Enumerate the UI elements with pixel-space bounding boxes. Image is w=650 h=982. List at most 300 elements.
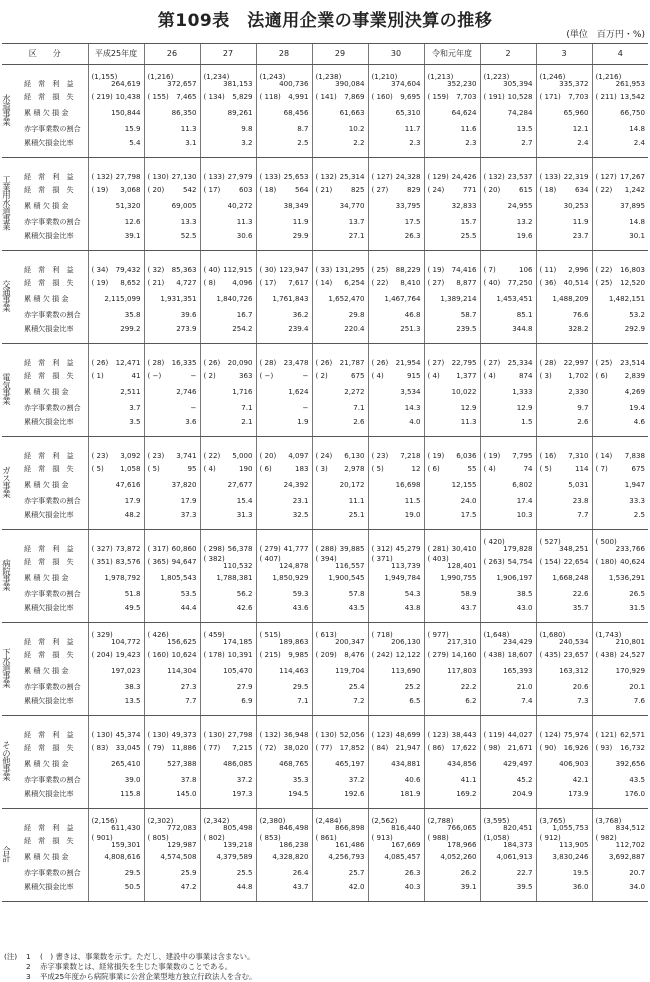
- value-cell: [536, 251, 592, 276]
- value-cell: 4.6: [592, 416, 648, 437]
- count-value: ( 159): [427, 92, 449, 102]
- count-value: ( 219): [91, 92, 113, 102]
- value-cell: [480, 89, 536, 105]
- count-value: ( 132): [91, 171, 113, 181]
- count-value: ( 22): [203, 450, 221, 460]
- count-value: ( 18): [539, 185, 557, 195]
- value-cell: [480, 623, 536, 648]
- value-cell: 9.8: [200, 121, 256, 137]
- notes: [4, 952, 256, 982]
- amount-value: 45,374: [115, 729, 141, 739]
- amount-value: 39,885: [339, 543, 365, 553]
- value-cell: 1,990,755: [424, 570, 480, 586]
- count-value: (1,246): [539, 71, 566, 81]
- count-value: ( 22): [371, 278, 389, 288]
- amount-value: 56,378: [227, 543, 253, 553]
- value-cell: 15.7: [424, 214, 480, 230]
- value-cell: [592, 368, 648, 384]
- value-cell: 40.6: [368, 772, 424, 788]
- value-cell: 74,284: [480, 105, 536, 121]
- count-value: (3,765): [539, 815, 566, 825]
- value-cell: 7.6: [592, 695, 648, 716]
- value-cell: 15.4: [200, 493, 256, 509]
- amount-value: 7,869: [344, 92, 365, 102]
- table-row: [2, 570, 648, 586]
- value-cell: [312, 530, 368, 555]
- value-cell: [256, 65, 312, 90]
- value-cell: 40.3: [368, 881, 424, 902]
- row-label: 経 常 損 失: [24, 278, 74, 288]
- count-value: (1,058): [483, 832, 510, 842]
- value-cell: 1,978,792: [88, 570, 144, 586]
- value-cell: 429,497: [480, 756, 536, 772]
- value-cell: 11.3: [144, 121, 200, 137]
- header-row: [2, 44, 648, 65]
- value-cell: 48.2: [88, 509, 144, 530]
- value-cell: 3.6: [144, 416, 200, 437]
- amount-value: 45,279: [395, 543, 421, 553]
- table-row: [2, 251, 648, 276]
- value-cell: 292.9: [592, 323, 648, 344]
- value-cell: 2,115,099: [88, 291, 144, 307]
- value-cell: 30.1: [592, 230, 648, 251]
- value-cell: 43.7: [256, 881, 312, 902]
- amount-value: 234,429: [503, 636, 533, 646]
- row-label: 経 常 利 益: [24, 78, 74, 88]
- amount-value: 114: [574, 464, 589, 474]
- value-cell: [88, 833, 144, 849]
- row-label: 赤字事業数の割合: [24, 310, 81, 320]
- value-cell: 13.5: [480, 121, 536, 137]
- value-cell: [424, 251, 480, 276]
- value-cell: 65,960: [536, 105, 592, 121]
- count-value: ( 288): [315, 543, 337, 553]
- value-cell: 1,850,929: [256, 570, 312, 586]
- amount-value: 874: [518, 371, 533, 381]
- count-value: ( −): [259, 371, 274, 381]
- table-row: [2, 214, 648, 230]
- count-value: ( 27): [371, 185, 389, 195]
- value-cell: 14.8: [592, 214, 648, 230]
- count-value: ( 14): [595, 450, 613, 460]
- count-value: ( 133): [539, 171, 561, 181]
- value-cell: [144, 89, 200, 105]
- amount-value: 4,991: [288, 92, 309, 102]
- value-cell: 17.5: [424, 509, 480, 530]
- value-cell: 19.5: [536, 865, 592, 881]
- row-label: 赤字事業数の割合: [24, 124, 81, 134]
- value-cell: 239.4: [256, 323, 312, 344]
- row-label: 累積欠損金比率: [20, 230, 88, 251]
- value-cell: 163,312: [536, 663, 592, 679]
- table-row: [2, 137, 648, 158]
- table-row: [2, 695, 648, 716]
- amount-value: 12: [411, 464, 421, 474]
- value-cell: [368, 89, 424, 105]
- value-cell: [256, 647, 312, 663]
- value-cell: 204.9: [480, 788, 536, 809]
- amount-value: 123,947: [279, 264, 309, 274]
- value-cell: 42.1: [536, 772, 592, 788]
- value-cell: 35.3: [256, 772, 312, 788]
- count-value: ( 18): [259, 185, 277, 195]
- value-cell: [424, 275, 480, 291]
- count-value: ( 127): [595, 171, 617, 181]
- value-cell: 1,668,248: [536, 570, 592, 586]
- count-value: ( 171): [539, 92, 561, 102]
- table-row: [2, 740, 648, 756]
- amount-value: 74,416: [451, 264, 477, 274]
- value-cell: 486,085: [200, 756, 256, 772]
- value-cell: 24.0: [424, 493, 480, 509]
- count-value: ( 435): [539, 650, 561, 660]
- amount-value: 24,426: [451, 171, 477, 181]
- value-cell: [200, 740, 256, 756]
- row-label: 経 常 損 失: [24, 743, 74, 753]
- value-cell: [592, 833, 648, 849]
- row-label: 累積欠損金比率: [20, 323, 88, 344]
- value-cell: 1,840,726: [200, 291, 256, 307]
- amount-value: 110,532: [223, 561, 253, 570]
- amount-value: 374,604: [391, 78, 421, 88]
- value-cell: 1,716: [200, 384, 256, 400]
- value-cell: 23.8: [536, 493, 592, 509]
- amount-value: 9,985: [288, 650, 309, 660]
- count-value: ( 130): [315, 729, 337, 739]
- value-cell: 64,624: [424, 105, 480, 121]
- value-cell: 119,704: [312, 663, 368, 679]
- count-value: (1,243): [259, 71, 286, 81]
- count-value: ( 34): [91, 264, 109, 274]
- count-value: (1,648): [483, 629, 510, 639]
- amount-value: 9,695: [400, 92, 421, 102]
- row-label: 累 積 欠 損 金: [24, 573, 69, 583]
- count-value: (2,302): [147, 815, 174, 825]
- count-value: ( 133): [203, 171, 225, 181]
- amount-value: 16,803: [620, 264, 645, 274]
- table-row: [2, 788, 648, 809]
- value-cell: [536, 368, 592, 384]
- value-cell: 27.1: [312, 230, 368, 251]
- count-value: ( 28): [539, 357, 557, 367]
- table-row: [2, 477, 648, 493]
- count-value: ( 25): [371, 264, 389, 274]
- value-cell: 3.7: [88, 400, 144, 416]
- value-cell: 1,467,764: [368, 291, 424, 307]
- value-cell: 11.3: [424, 416, 480, 437]
- note-line: [4, 952, 256, 962]
- table-row: [2, 623, 648, 648]
- value-cell: [88, 251, 144, 276]
- amount-value: 10,624: [171, 650, 197, 660]
- count-value: ( 141): [315, 92, 337, 102]
- value-cell: 11.5: [368, 493, 424, 509]
- amount-value: 7,795: [512, 450, 533, 460]
- table-row: [2, 586, 648, 602]
- table-row: [2, 849, 648, 865]
- value-cell: 20.6: [536, 679, 592, 695]
- value-cell: [368, 716, 424, 741]
- value-cell: 3,534: [368, 384, 424, 400]
- amount-value: 40,624: [620, 557, 645, 567]
- table-row: [2, 530, 648, 555]
- value-cell: [312, 158, 368, 183]
- count-value: ( 438): [483, 650, 505, 660]
- count-value: ( 394): [315, 553, 337, 563]
- value-cell: 2.6: [312, 416, 368, 437]
- amount-value: 131,295: [335, 264, 365, 274]
- amount-value: 10,528: [507, 92, 533, 102]
- count-value: ( 204): [91, 650, 113, 660]
- amount-value: 48,699: [395, 729, 421, 739]
- amount-value: 820,451: [503, 822, 533, 832]
- value-cell: 59.3: [256, 586, 312, 602]
- value-cell: [536, 809, 592, 834]
- value-cell: [536, 275, 592, 291]
- value-cell: 105,470: [200, 663, 256, 679]
- value-cell: [368, 251, 424, 276]
- note-number: 2: [26, 962, 31, 971]
- amount-value: 1,377: [456, 371, 477, 381]
- amount-value: 7,465: [176, 92, 197, 102]
- section-name: 下水道事業: [2, 623, 20, 716]
- value-cell: 6.9: [200, 695, 256, 716]
- value-cell: 56.2: [200, 586, 256, 602]
- value-cell: 17.9: [88, 493, 144, 509]
- value-cell: [592, 716, 648, 741]
- table-row: [2, 809, 648, 834]
- count-value: (1,216): [147, 71, 174, 81]
- value-cell: 1,805,543: [144, 570, 200, 586]
- value-cell: 44.8: [200, 881, 256, 902]
- count-value: ( 123): [427, 729, 449, 739]
- amount-value: 17,852: [339, 743, 365, 753]
- value-cell: 4,808,616: [88, 849, 144, 865]
- amount-value: 14,160: [451, 650, 477, 660]
- count-value: ( 913): [371, 832, 393, 842]
- value-cell: [256, 716, 312, 741]
- row-label: 経 常 利 益: [24, 357, 74, 367]
- value-cell: 35.8: [88, 307, 144, 323]
- row-label: 経 常 損 失: [24, 371, 74, 381]
- value-cell: −: [144, 400, 200, 416]
- count-value: (1,238): [315, 71, 342, 81]
- value-cell: [592, 647, 648, 663]
- count-value: ( 327): [91, 543, 113, 553]
- amount-value: 400,736: [279, 78, 309, 88]
- value-cell: [312, 437, 368, 462]
- count-value: ( 2): [315, 371, 328, 381]
- value-cell: 22.7: [480, 865, 536, 881]
- value-cell: [592, 530, 648, 555]
- amount-value: 834,512: [615, 822, 645, 832]
- year-header: 26: [144, 44, 200, 65]
- amount-value: 55: [467, 464, 477, 474]
- amount-value: 25,334: [507, 357, 533, 367]
- value-cell: [368, 623, 424, 648]
- value-cell: 8.7: [256, 121, 312, 137]
- table-row: [2, 400, 648, 416]
- value-cell: 37.8: [144, 772, 200, 788]
- value-cell: [144, 716, 200, 741]
- table-row: [2, 323, 648, 344]
- count-value: ( 4): [483, 371, 496, 381]
- count-value: ( 4): [371, 371, 384, 381]
- count-value: ( 407): [259, 553, 281, 563]
- row-label: 赤字事業数の割合: [24, 217, 81, 227]
- value-cell: 114,463: [256, 663, 312, 679]
- value-cell: [312, 647, 368, 663]
- value-cell: 37,895: [592, 198, 648, 214]
- value-cell: 47.2: [144, 881, 200, 902]
- amount-value: 41: [131, 371, 141, 381]
- value-cell: [312, 368, 368, 384]
- count-value: ( 124): [539, 729, 561, 739]
- value-cell: 1,788,381: [200, 570, 256, 586]
- value-cell: [480, 182, 536, 198]
- value-cell: 51,320: [88, 198, 144, 214]
- value-cell: 32.5: [256, 509, 312, 530]
- value-cell: 58.9: [424, 586, 480, 602]
- amount-value: 27,130: [171, 171, 197, 181]
- year-header: 令和元年度: [424, 44, 480, 65]
- row-label: 赤字事業数の割合: [24, 868, 81, 878]
- count-value: ( 209): [315, 650, 337, 660]
- value-cell: [592, 461, 648, 477]
- value-cell: [480, 251, 536, 276]
- count-value: ( 21): [147, 278, 165, 288]
- count-value: ( 211): [595, 92, 617, 102]
- table-row: [2, 198, 648, 214]
- value-cell: 6.5: [368, 695, 424, 716]
- amount-value: 12,471: [115, 357, 141, 367]
- value-cell: [536, 89, 592, 105]
- count-value: ( 16): [539, 450, 557, 460]
- count-value: (1,680): [539, 629, 566, 639]
- value-cell: [200, 809, 256, 834]
- table-row: [2, 291, 648, 307]
- value-cell: [368, 809, 424, 834]
- amount-value: 11,886: [171, 743, 197, 753]
- amount-value: 8,410: [400, 278, 421, 288]
- amount-value: 156,625: [167, 636, 197, 646]
- amount-value: 4,727: [176, 278, 197, 288]
- count-value: ( 160): [371, 92, 393, 102]
- amount-value: 159,301: [111, 840, 141, 849]
- amount-value: 772,083: [167, 822, 197, 832]
- value-cell: 69,005: [144, 198, 200, 214]
- row-label: 経 常 利 益: [24, 450, 74, 460]
- value-cell: 37.2: [200, 772, 256, 788]
- value-cell: 239.5: [424, 323, 480, 344]
- value-cell: 26.4: [256, 865, 312, 881]
- value-cell: [256, 251, 312, 276]
- count-value: (2,380): [259, 815, 286, 825]
- amount-value: 189,863: [279, 636, 309, 646]
- amount-value: 348,251: [559, 543, 589, 553]
- row-label: 経 常 損 失: [24, 464, 74, 474]
- count-value: ( 19): [91, 278, 109, 288]
- value-cell: [312, 809, 368, 834]
- value-cell: 25.7: [312, 865, 368, 881]
- value-cell: 4,379,589: [200, 849, 256, 865]
- value-cell: 76.6: [536, 307, 592, 323]
- value-cell: [536, 623, 592, 648]
- amount-value: 27,798: [227, 729, 253, 739]
- value-cell: 117,803: [424, 663, 480, 679]
- count-value: ( 2): [203, 371, 216, 381]
- section-name: ガス事業: [2, 437, 20, 530]
- value-cell: [480, 368, 536, 384]
- value-cell: [368, 182, 424, 198]
- row-label: 赤字事業数の割合: [24, 589, 81, 599]
- value-cell: 23.1: [256, 493, 312, 509]
- value-cell: 39.1: [424, 881, 480, 902]
- amount-value: 25,653: [283, 171, 309, 181]
- value-cell: [256, 833, 312, 849]
- amount-value: 372,657: [167, 78, 197, 88]
- value-cell: [312, 182, 368, 198]
- year-header: 29: [312, 44, 368, 65]
- amount-value: 846,498: [279, 822, 309, 832]
- count-value: ( 4): [203, 464, 216, 474]
- section-name: 病院事業: [2, 530, 20, 623]
- value-cell: [256, 368, 312, 384]
- table-row: [2, 384, 648, 400]
- value-cell: [88, 461, 144, 477]
- value-cell: [424, 437, 480, 462]
- table-row: [2, 344, 648, 369]
- amount-value: 19,423: [115, 650, 141, 660]
- value-cell: [480, 275, 536, 291]
- count-value: ( 19): [483, 450, 501, 460]
- value-cell: 6.2: [424, 695, 480, 716]
- value-cell: 57.8: [312, 586, 368, 602]
- value-cell: [200, 623, 256, 648]
- count-value: ( 98): [483, 743, 501, 753]
- value-cell: [424, 461, 480, 477]
- value-cell: 7.1: [312, 400, 368, 416]
- row-label: 経 常 利 益: [24, 171, 74, 181]
- row-label: 経 常 利 益: [24, 636, 74, 646]
- value-cell: [200, 158, 256, 183]
- value-cell: 254.2: [200, 323, 256, 344]
- value-cell: [424, 716, 480, 741]
- value-cell: 43.8: [368, 602, 424, 623]
- value-cell: 7.1: [256, 695, 312, 716]
- count-value: ( 802): [203, 832, 225, 842]
- value-cell: [256, 437, 312, 462]
- value-cell: [200, 461, 256, 477]
- value-cell: 11.9: [536, 214, 592, 230]
- value-cell: [256, 623, 312, 648]
- value-cell: 169.2: [424, 788, 480, 809]
- row-label: 経 常 利 益: [24, 543, 74, 553]
- count-value: (1,234): [203, 71, 230, 81]
- amount-value: 73,872: [115, 543, 141, 553]
- count-value: ( 25): [595, 357, 613, 367]
- value-cell: [88, 530, 144, 555]
- value-cell: [536, 461, 592, 477]
- section-name: その他事業: [2, 716, 20, 809]
- value-cell: 36.2: [256, 307, 312, 323]
- value-cell: 51.8: [88, 586, 144, 602]
- amount-value: 83,576: [115, 557, 141, 567]
- value-cell: 15.9: [88, 121, 144, 137]
- value-cell: [480, 461, 536, 477]
- count-value: ( 86): [427, 743, 445, 753]
- value-cell: [592, 65, 648, 90]
